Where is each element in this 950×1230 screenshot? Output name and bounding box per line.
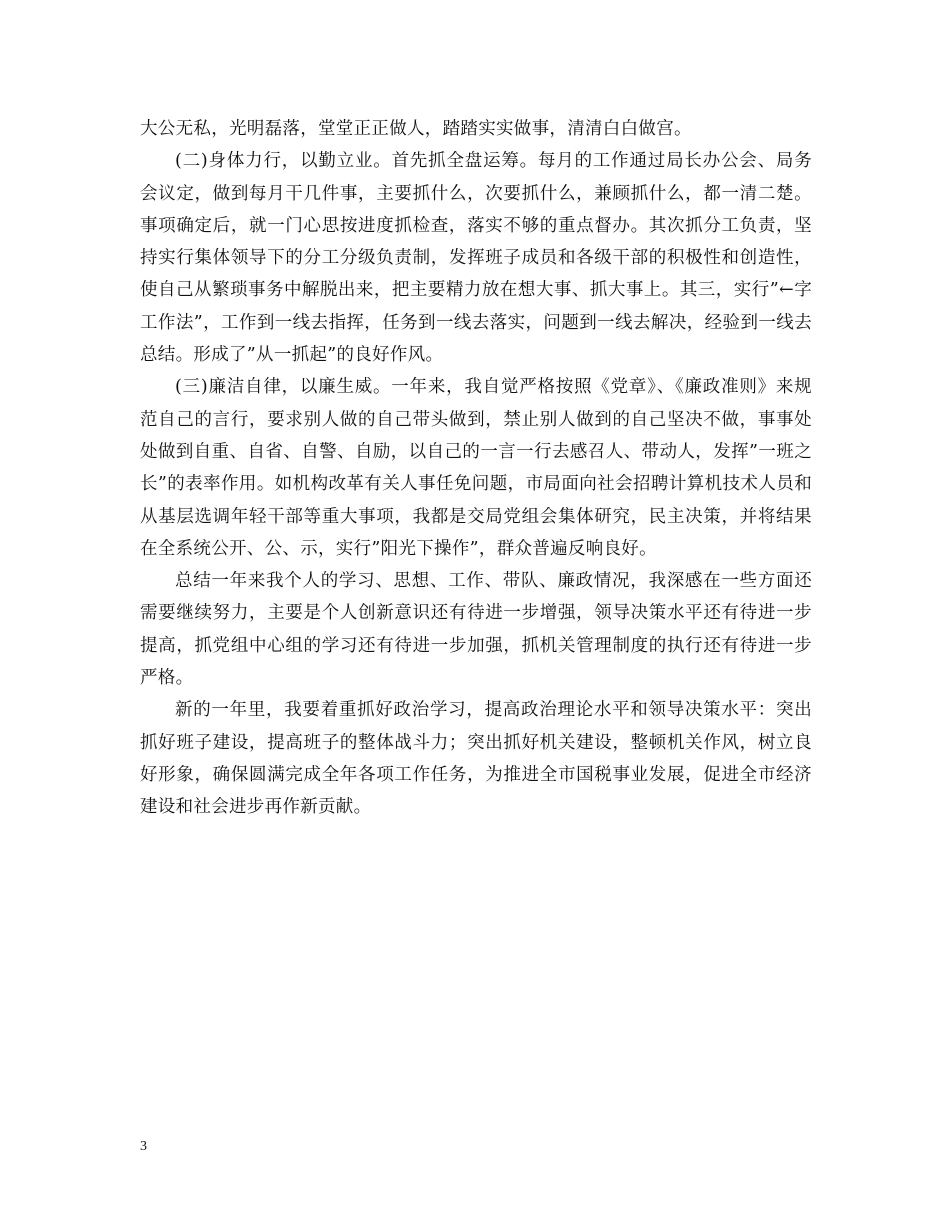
paragraph-1: 大公无私，光明磊落，堂堂正正做人，踏踏实实做事，清清白白做宫。 [140,119,692,139]
paragraph-2: (二)身体力行，以勤立业。首先抓全盘运筹。每月的工作通过局长办公会、局务会议定，做到每月干几件事，主要抓什么，次要抓什么，兼顾抓什么，都一清二楚。事项确定后，就一门心思按进度抓检查，落实不够的重点督办。其次抓分工负责，坚持实行集体领导下的分工分级负责制，发挥班子成员和各级干部的积极性和创造性，使自己从繁琐事务中解脱出来，把主要精力放在想大事、抓大事上。其三，实行”←字工作法”，工作到一线去指挥，任务到一线去落实，问题到一线去解决，经验到一线去总结。形成了”从一抓起”的良好作风。 [140,151,812,366]
paragraph-4: 总结一年来我个人的学习、思想、工作、带队、廉政情况，我深感在一些方面还需要继续努力，主要是个人创新意识还有待进一步增强，领导决策水平还有待进一步提高，抓党组中心组的学习还有待进一步加强，抓机关管理制度的执行还有待进一步严格。 [140,571,812,689]
page-number: 3 [140,1139,147,1154]
document-body [140,113,812,824]
paragraph-3: (三)廉洁自律，以廉生威。一年来，我自觉严格按照《党章》、《廉政准则》来规范自己的言行，要求别人做的自己带头做到，禁止别人做到的自己坚决不做，事事处处做到自重、自省、自警、自励，以自己的一言一行去感召人、带动人，发挥”一班之长”的表率作用。如机构改革有关人事任免问题，市局面向社会招聘计算机技术人员和从基层选调年轻干部等重大事项，我都是交局党组会集体研究，民主决策，并将结果在全系统公开、公、示，实行”阳光下操作”，群众普遍反响良好。 [140,377,812,559]
paragraph-5: 新的一年里，我要着重抓好政治学习，提高政治理论水平和领导决策水平：突出抓好班子建设，提高班子的整体战斗力；突出抓好机关建设，整顿机关作风，树立良好形象，确保圆满完成全年各项工作任务，为推进全市国税事业发展，促进全市经济建设和社会进步再作新贡献。 [140,700,812,818]
